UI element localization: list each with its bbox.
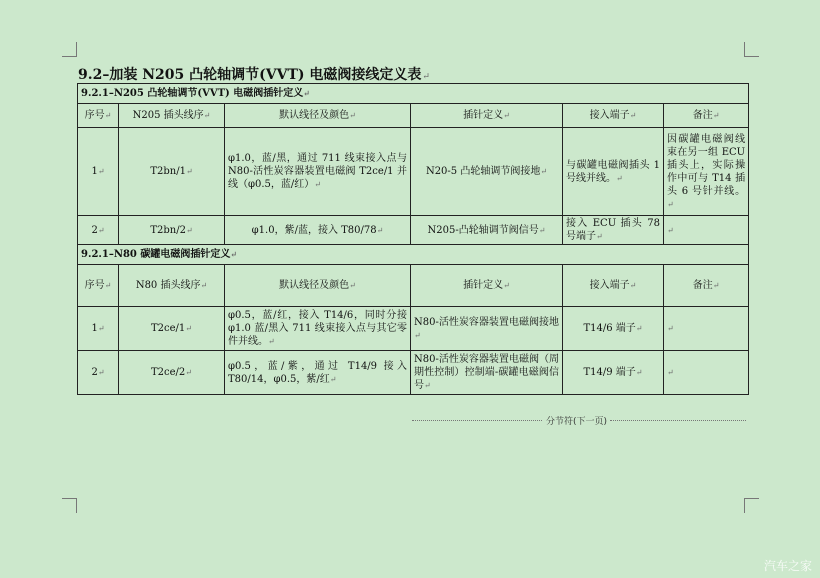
column-header[interactable]: 序号↵ [78,104,119,128]
cell-definition[interactable]: N205-凸轮轴调节阀信号↵ [411,216,563,245]
section-break-line-left [412,420,542,421]
page-title-text: 9.2–加装 N205 凸轮轴调节(VVT) 电磁阀接线定义表 [78,67,422,83]
cell-wire[interactable]: φ0.5，蓝/红，接入 T14/6，同时分接φ1.0 蓝/黑入 711 线束接入点与其它零件并线。↵ [225,307,411,351]
table-row [78,216,749,245]
column-header[interactable]: 默认线径及颜色↵ [225,265,411,307]
column-header[interactable]: 序号↵ [78,265,119,307]
corner-mark-bottom-right [744,498,759,513]
cell-pin[interactable]: T2bn/1↵ [119,128,225,216]
cell-no[interactable]: 2↵ [78,216,119,245]
table-row [78,351,749,395]
cell-no[interactable]: 1↵ [78,128,119,216]
column-header[interactable]: N80 插头线序↵ [119,265,225,307]
cell-note[interactable]: ↵ [664,351,749,395]
cell-note[interactable]: ↵ [664,307,749,351]
column-header[interactable]: 备注↵ [664,104,749,128]
watermark-logo: 汽车之家 [763,559,812,573]
section-heading[interactable]: 9.2.1–N205 凸轮轴调节(VVT) 电磁阀插针定义↵ [78,84,749,104]
column-header[interactable]: N205 插头线序↵ [119,104,225,128]
cell-note[interactable]: 因碳罐电磁阀线束在另一组 ECU 插头上，实际操作中可与 T14 插头 6 号针并线。↵ [664,128,749,216]
section-break-label: 分节符(下一页) [546,417,608,427]
section-break [412,414,746,426]
corner-mark-bottom-left [62,498,77,513]
cell-terminal[interactable]: T14/9 端子↵ [563,351,664,395]
cell-pin[interactable]: T2ce/2↵ [119,351,225,395]
table-row [78,128,749,216]
wiring-table[interactable] [77,83,749,395]
column-header[interactable]: 备注↵ [664,265,749,307]
cell-definition[interactable]: N80-活性炭容器装置电磁阀（周期性控制）控制端-碳罐电磁阀信号↵ [411,351,563,395]
column-header[interactable]: 插针定义↵ [411,265,563,307]
section-break-line-right [610,420,746,421]
table-header-row [78,104,749,128]
column-header[interactable]: 插针定义↵ [411,104,563,128]
cell-wire[interactable]: φ1.0，紫/蓝，接入 T80/78↵ [225,216,411,245]
table-row [78,307,749,351]
column-header[interactable]: 默认线径及颜色↵ [225,104,411,128]
cell-definition[interactable]: N20-5 凸轮轴调节阀接地↵ [411,128,563,216]
section-heading[interactable]: 9.2.1–N80 碳罐电磁阀插针定义↵ [78,245,749,265]
cell-wire[interactable]: φ0.5，蓝/紫，通过 T14/9 接入 T80/14，φ0.5，紫/红↵ [225,351,411,395]
section-heading-row [78,84,749,104]
cell-terminal[interactable]: 与碳罐电磁阀插头 1 号线并线。↵ [563,128,664,216]
column-header[interactable]: 接入端子↵ [563,265,664,307]
table-header-row [78,265,749,307]
corner-mark-top-right [744,42,759,57]
cell-pin[interactable]: T2ce/1↵ [119,307,225,351]
column-header[interactable]: 接入端子↵ [563,104,664,128]
cell-terminal[interactable]: 接入 ECU 插头 78 号端子↵ [563,216,664,245]
corner-mark-top-left [62,42,77,57]
paragraph-mark-icon: ↵ [422,72,430,82]
cell-no[interactable]: 1↵ [78,307,119,351]
cell-no[interactable]: 2↵ [78,351,119,395]
cell-wire[interactable]: φ1.0，蓝/黑，通过 711 线束接入点与 N80-活性炭容器装置电磁阀 T2ce/1 并线（φ0.5，蓝/红）↵ [225,128,411,216]
page-title[interactable] [78,64,430,84]
cell-note[interactable]: ↵ [664,216,749,245]
cell-terminal[interactable]: T14/6 端子↵ [563,307,664,351]
cell-pin[interactable]: T2bn/2↵ [119,216,225,245]
section-heading-row [78,245,749,265]
cell-definition[interactable]: N80-活性炭容器装置电磁阀接地↵ [411,307,563,351]
